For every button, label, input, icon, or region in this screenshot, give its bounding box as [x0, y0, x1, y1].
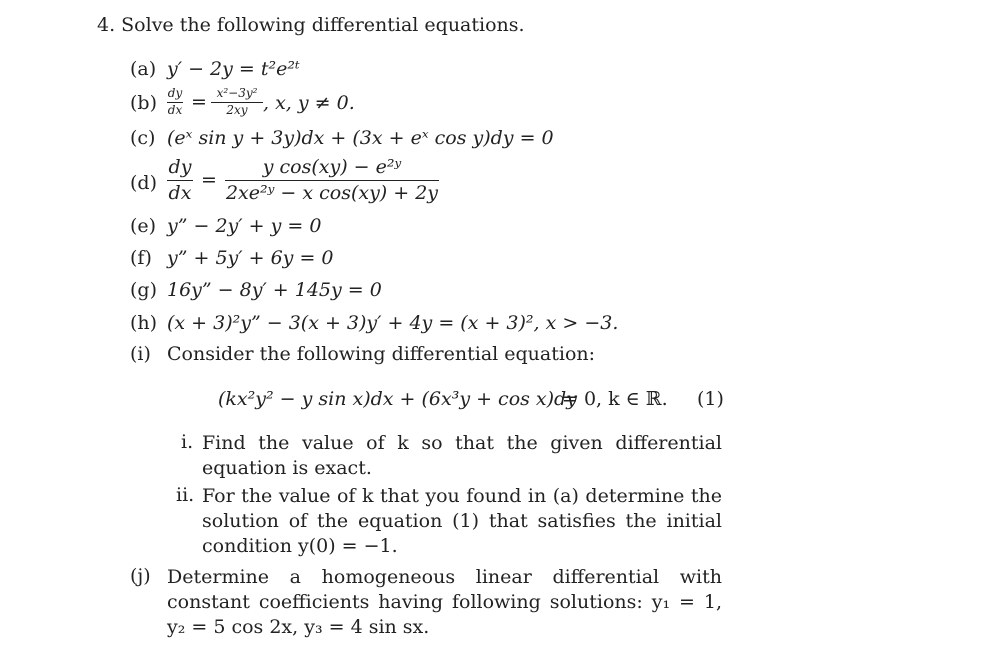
- item-e-label: (e): [130, 215, 157, 237]
- subitem-i-text: Find the value of k so that the given differential equation is exact.: [202, 432, 722, 479]
- item-h-equation: (x + 3)²y” − 3(x + 3)y′ + 4y = (x + 3)², x > −3.: [167, 312, 619, 334]
- item-g-label: (g): [130, 279, 157, 301]
- item-f-equation: y” + 5y′ + 6y = 0: [167, 247, 334, 269]
- item-a-equation: y′ − 2y = t²e²ᵗ: [167, 58, 300, 80]
- subitem-i-label: i.: [181, 431, 194, 453]
- item-g-equation: 16y” − 8y′ + 145y = 0: [167, 279, 382, 301]
- item-i-display-equation: (kx²y² − y sin x)dx + (6x³y + cos x)dy: [218, 388, 577, 410]
- problem-heading: 4. Solve the following differential equations.: [97, 14, 525, 36]
- equation-number: (1): [697, 388, 724, 410]
- item-j-text: Determine a homogeneous linear differential with constant coefficients having following solutions: y₁ = 1, y₂ = 5 cos 2x, y₃ = 4 sin sx.: [167, 566, 722, 638]
- item-b-label: (b): [130, 92, 157, 114]
- item-d-label: (d): [130, 172, 157, 194]
- subitem-ii-label: ii.: [176, 484, 195, 506]
- item-c-label: (c): [130, 127, 156, 149]
- item-i-label: (i): [130, 343, 151, 365]
- item-f-label: (f): [130, 247, 152, 269]
- item-h-label: (h): [130, 312, 158, 334]
- item-a-label: (a): [130, 58, 157, 80]
- item-c-equation: (eˣ sin y + 3y)dx + (3x + eˣ cos y)dy = 0: [167, 127, 554, 149]
- subitem-ii-text: For the value of k that you found in (a) determine the solution of the equation (1) that satisfies the initial condition y(0) = −1.: [202, 485, 722, 557]
- item-i-text: Consider the following differential equation:: [167, 343, 596, 365]
- item-i-display-rhs: = 0, k ∈ ℝ.: [562, 388, 668, 410]
- item-e-equation: y” − 2y′ + y = 0: [167, 215, 322, 237]
- item-j-label: (j): [130, 565, 151, 587]
